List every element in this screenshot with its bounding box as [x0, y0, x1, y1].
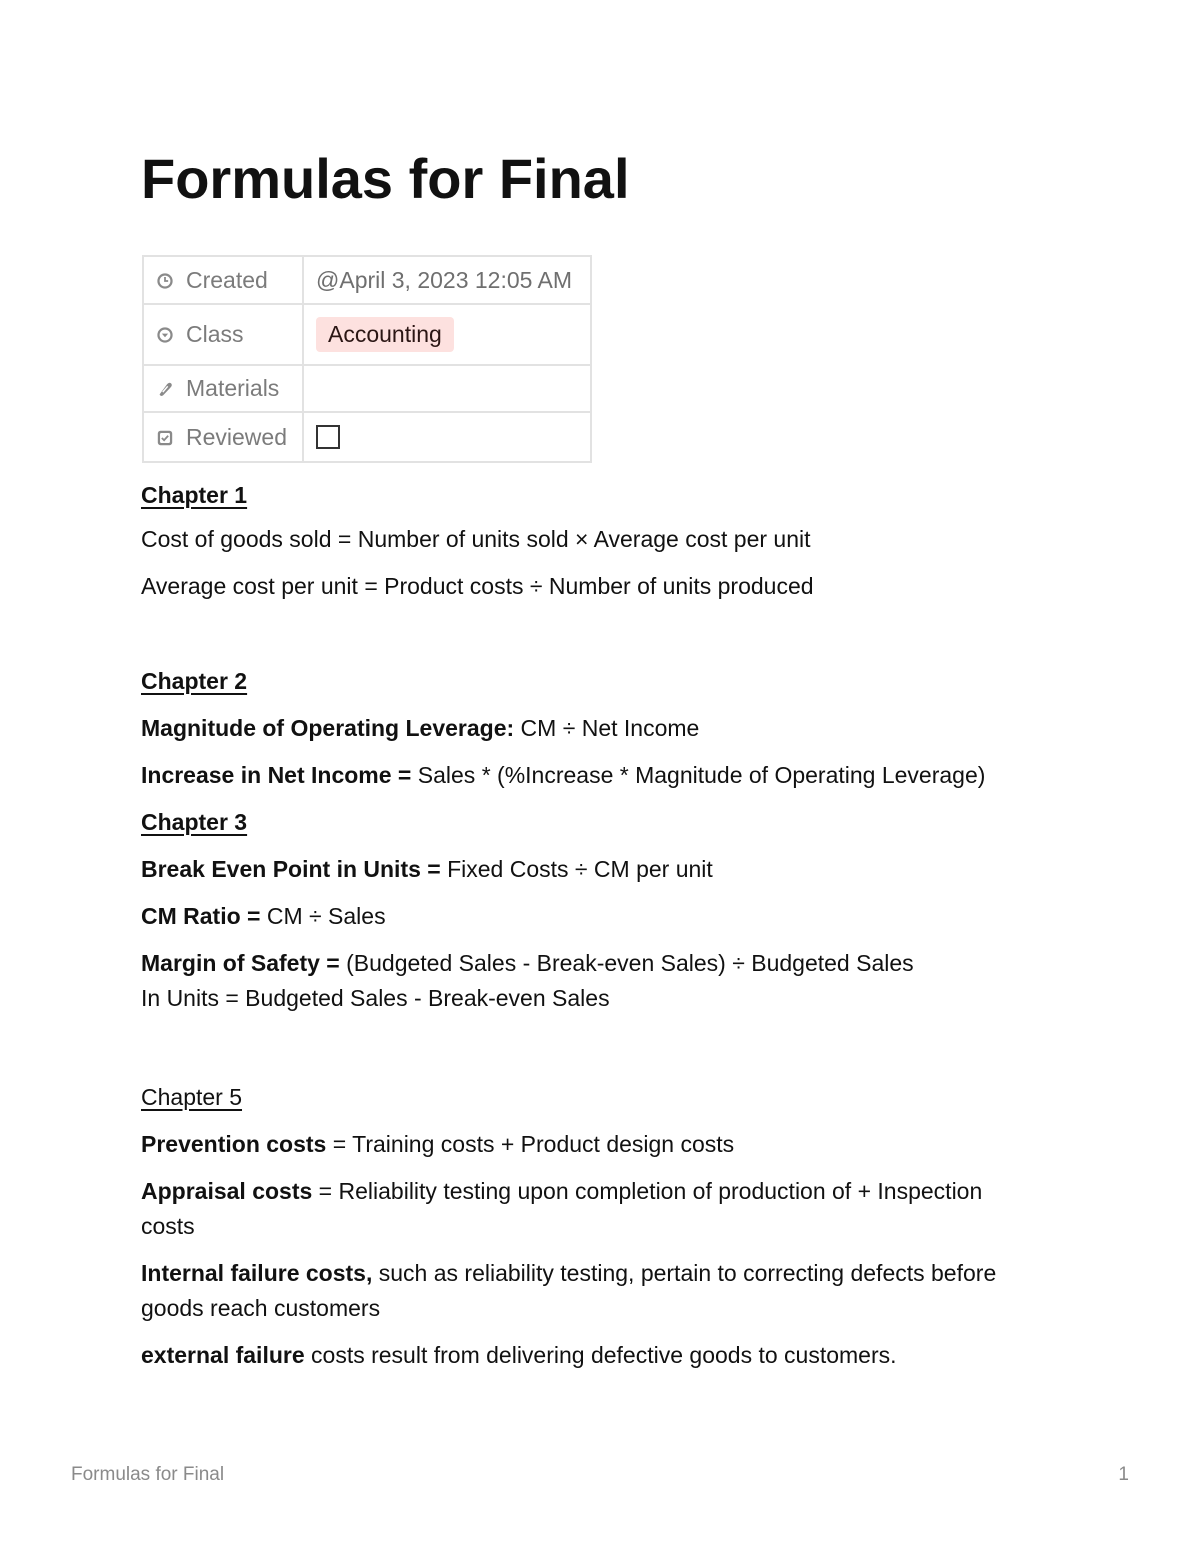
formula-body: = Training costs + Product design costs — [326, 1131, 735, 1157]
property-key-reviewed — [143, 412, 303, 462]
chapter-3-heading: Chapter 3 — [141, 809, 248, 835]
property-row-materials — [143, 365, 591, 412]
chapter-1-formula-1: Cost of goods sold = Number of units sold × Average cost per unit — [141, 526, 811, 552]
formula-term: Increase in Net Income = — [141, 762, 412, 788]
chapter-2-heading: Chapter 2 — [141, 668, 248, 694]
chapter-5-formula-3 — [141, 1256, 1041, 1338]
clock-icon — [156, 272, 174, 290]
property-key-materials — [143, 365, 303, 412]
formula-term: Margin of Safety = — [141, 950, 340, 976]
formula-body: such as reliability testing, pertain to correcting defects before goods reach customers — [141, 1260, 997, 1321]
formula-body: (Budgeted Sales - Break-even Sales) ÷ Budgeted Sales — [339, 950, 914, 976]
formula-body: CM ÷ Sales — [260, 903, 386, 929]
formula-body: Sales * (%Increase * Magnitude of Operating Leverage) — [411, 762, 986, 788]
chapter-3-formula-3 — [141, 946, 1041, 981]
footer-title: Formulas for Final — [71, 1464, 225, 1485]
spacer — [141, 616, 1041, 664]
chapter-3-formula-1 — [141, 852, 1041, 899]
attachment-icon — [156, 380, 174, 398]
materials-label: Materials — [186, 375, 280, 401]
reviewed-label: Reviewed — [186, 423, 287, 450]
select-icon — [156, 326, 174, 344]
formula-body: = Reliability testing upon completion of production of + Inspection costs — [141, 1178, 983, 1239]
chapter-3-formula-2 — [141, 899, 1041, 946]
page-title: Formulas for Final — [141, 147, 630, 210]
formula-term: Internal failure costs, — [141, 1260, 373, 1286]
formula-body: CM ÷ Net Income — [514, 715, 700, 741]
formula-term: Prevention costs — [141, 1131, 327, 1157]
chapter-5-formula-4 — [141, 1338, 1041, 1385]
formula-term: Appraisal costs — [141, 1178, 313, 1204]
chapter-5-formula-2 — [141, 1174, 1041, 1256]
chapter-5-heading: Chapter 5 — [141, 1084, 243, 1110]
properties-table — [142, 255, 592, 463]
reviewed-value-cell — [303, 412, 591, 462]
chapter-2-formula-2 — [141, 758, 1041, 805]
chapter-5-formula-1 — [141, 1127, 1041, 1174]
created-value[interactable]: @April 3, 2023 12:05 AM — [303, 256, 591, 304]
formula-body: Fixed Costs ÷ CM per unit — [440, 856, 713, 882]
class-label: Class — [186, 321, 244, 347]
property-key-class — [143, 304, 303, 365]
materials-value[interactable] — [303, 365, 591, 412]
formula-term: Magnitude of Operating Leverage: — [141, 715, 515, 741]
chapter-1-formula-2: Average cost per unit = Product costs ÷ Number of units produced — [141, 573, 814, 599]
spacer — [141, 1016, 1041, 1080]
created-label: Created — [186, 266, 268, 293]
formula-term: Break Even Point in Units = — [141, 856, 441, 882]
property-row-class — [143, 304, 591, 365]
chapter-3-formula-3-units: In Units = Budgeted Sales - Break-even Sales — [141, 985, 610, 1011]
chapter-2-formula-1 — [141, 711, 1041, 758]
property-row-reviewed — [143, 412, 591, 462]
formula-term: CM Ratio = — [141, 903, 261, 929]
formula-body: costs result from delivering defective goods to customers. — [304, 1342, 897, 1368]
class-tag[interactable]: Accounting — [316, 317, 454, 352]
formula-term: external failure — [141, 1342, 305, 1368]
property-key-created — [143, 256, 303, 304]
page-number: 1 — [1118, 1464, 1129, 1485]
chapter-1-heading: Chapter 1 — [141, 482, 248, 508]
reviewed-checkbox[interactable] — [316, 425, 340, 449]
property-row-created — [143, 256, 591, 304]
page-content — [141, 478, 1041, 1385]
class-value-cell[interactable] — [303, 304, 591, 365]
checkbox-property-icon — [156, 429, 174, 447]
